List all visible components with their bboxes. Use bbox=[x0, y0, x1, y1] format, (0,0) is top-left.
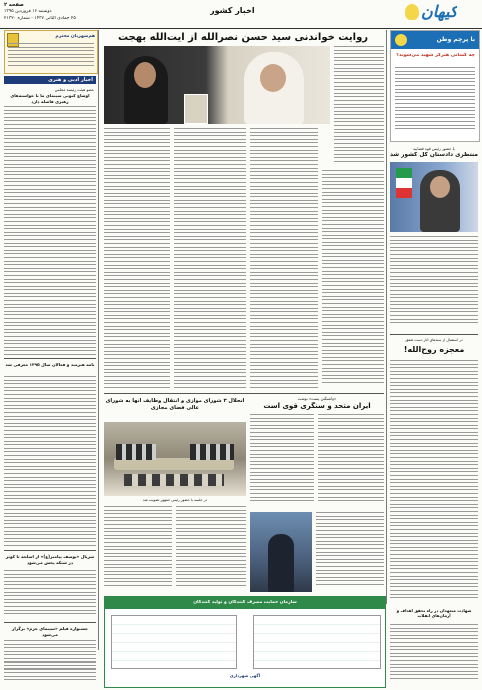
left-item2-body bbox=[4, 376, 96, 548]
right-divider-1 bbox=[390, 334, 478, 335]
notice-box bbox=[4, 30, 98, 74]
feature-photo bbox=[390, 162, 478, 232]
miracle-kicker: در استقبال از سند‌های آثار دست شفق bbox=[405, 338, 463, 342]
logo-text: کیهان bbox=[421, 2, 458, 21]
left-column bbox=[4, 30, 96, 650]
main-intro-text bbox=[334, 46, 384, 166]
right-top-question: چه کسانی هنرگر شهید می‌شوند؟ bbox=[396, 53, 475, 58]
left-section-header bbox=[4, 76, 96, 84]
feature-text bbox=[390, 236, 478, 330]
photo-caption: در جلسه با حضور رئیس جمهور تصویب شد bbox=[142, 498, 208, 502]
left-divider-1 bbox=[4, 358, 96, 359]
right-bottom-title: شهادت متعهدان در راه تحقق اهداف و آرمان‌های انقلاب bbox=[396, 608, 472, 619]
main-photo bbox=[104, 46, 330, 124]
left-divider-2 bbox=[4, 550, 96, 551]
photo-inset bbox=[184, 94, 208, 124]
article3-title: انحلال ۳ شورای موازی و انتقال وظایف آنها به شورای عالی فضای مجازی bbox=[105, 398, 245, 411]
notice-title: هم‌شهریان محترم bbox=[55, 34, 95, 39]
photo-face-left bbox=[134, 62, 156, 88]
footer-ad-banner bbox=[105, 597, 385, 609]
feature-face bbox=[430, 176, 450, 198]
notice-text-lines bbox=[8, 43, 94, 71]
logo-emblem-icon bbox=[405, 4, 419, 20]
miracle-text bbox=[390, 360, 478, 604]
right-bottom-text bbox=[390, 624, 478, 686]
feature-kicker: با حضور رئیس قوه قضاییه bbox=[413, 146, 455, 151]
left-column-rule bbox=[98, 30, 99, 650]
footer-ad-table-left bbox=[111, 615, 237, 669]
article3-body-2 bbox=[176, 506, 246, 592]
page-label: صفحه ۲ bbox=[4, 2, 24, 8]
photo-face-right bbox=[260, 64, 286, 92]
masthead bbox=[0, 0, 482, 29]
footer-ad-table-right bbox=[253, 615, 381, 669]
left-divider-3 bbox=[4, 622, 96, 623]
right-top-text bbox=[395, 67, 475, 137]
footer-ad-subtitle: آگهی شهرداری bbox=[229, 673, 261, 678]
feature-flag bbox=[396, 168, 412, 198]
article3-body-1 bbox=[104, 506, 172, 592]
article2-body-2 bbox=[318, 414, 384, 508]
article2-body-1 bbox=[250, 414, 314, 508]
banner-sun-icon bbox=[395, 34, 407, 46]
main-story-col-4 bbox=[322, 170, 384, 390]
meeting-chairs bbox=[124, 474, 224, 486]
center-divider bbox=[104, 393, 384, 394]
left-section-title: اخبار ادبی و هنری bbox=[48, 77, 93, 83]
article2-photo bbox=[250, 512, 312, 592]
feature-title: منتظری دادستان کل کشور شد bbox=[390, 152, 478, 158]
left-item1-kicker: عضو هیئت رئیسه مجلس bbox=[54, 87, 94, 92]
section-title: اخبار کشور bbox=[210, 6, 255, 15]
left-item1-title: اوضاع کنونی سینمای ما با خواسته‌های رهبری فاصله دارد bbox=[10, 93, 90, 104]
left-item4-title: جشنواره فیلم «سینمای خرم» برگزار می‌شود bbox=[11, 626, 89, 637]
left-item3-title: سریال «یوسف پیامبر(ع)» از اسلحه تا کوثر در شبکه پخش می‌شود bbox=[5, 554, 95, 565]
main-story-col-3 bbox=[250, 128, 318, 390]
article2-title: ایران متحد و سنگری قوی است bbox=[263, 402, 371, 410]
main-story-col-2 bbox=[174, 128, 246, 390]
left-item2-title: نامه هنرمند و فعالان سال ۱۳۹۵ معرفی شد bbox=[5, 362, 95, 367]
main-headline: روایت خواندنی سید حسن نصرالله از آیت‌الله بهجت bbox=[117, 32, 369, 43]
article2-photo-figure bbox=[268, 534, 294, 592]
date-line: دوشنبه ۱۶ فروردین ۱۳۹۵ bbox=[4, 9, 52, 14]
right-top-box bbox=[390, 30, 480, 142]
footer-ad-title: سازمان حمایت مصرف کنندگان و تولید کنندگان bbox=[193, 600, 297, 605]
left-item3-body bbox=[4, 570, 96, 620]
meeting-people-right bbox=[190, 444, 234, 460]
meeting-people-left bbox=[116, 444, 156, 460]
meeting-photo bbox=[104, 422, 246, 496]
article2-body-3 bbox=[316, 512, 384, 592]
right-column-rule bbox=[386, 30, 387, 604]
kayhan-logo bbox=[405, 1, 475, 26]
article2-kicker: «واشنگتن پست» نوشت bbox=[297, 396, 337, 401]
footer-ad bbox=[104, 596, 386, 688]
right-top-banner bbox=[391, 31, 479, 49]
hijri-line: ۲۵ جمادی الثانی ۱۴۳۷ - شماره ۲۱۳۲۰ bbox=[4, 16, 76, 21]
miracle-title: معجزه روح‌الله! bbox=[403, 345, 465, 354]
right-top-kicker: با پرچم وطن bbox=[436, 36, 475, 43]
left-bottom-text bbox=[4, 654, 96, 686]
left-item1-body bbox=[4, 106, 96, 356]
main-story-col-1 bbox=[104, 128, 170, 390]
